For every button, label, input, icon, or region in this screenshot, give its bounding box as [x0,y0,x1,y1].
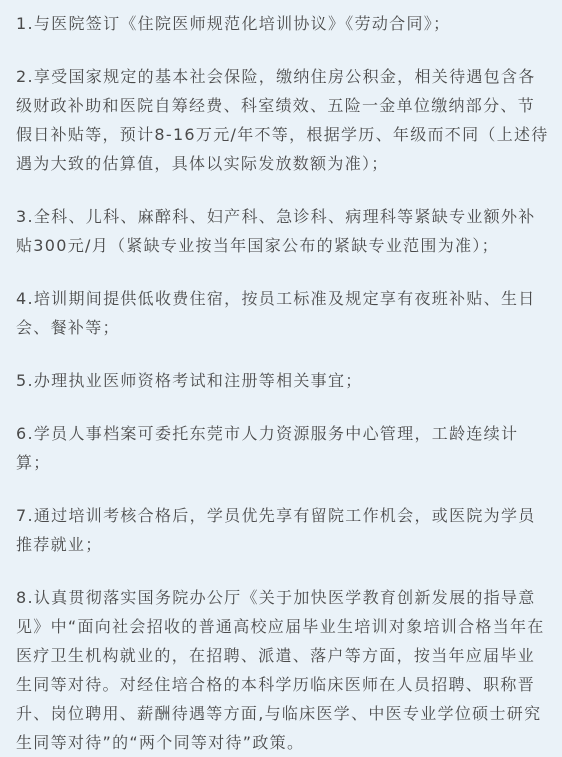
benefit-item-3: 3.全科、儿科、麻醉科、妇产科、急诊科、病理科等紧缺专业额外补贴300元/月（紧缺专业按当年国家公布的紧缺专业范围为准）； [16,207,536,255]
benefit-item-8: 8.认真贯彻落实国务院办公厅《关于加快医学教育创新发展的指导意见》中“面向社会招收的普通高校应届毕业生培训对象培训合格当年在医疗卫生机构就业的，在招聘、派遣、落户等方面，按当年应届毕业生同等对待。对经住培合格的本科学历临床医师在人员招聘、职称晋升、岗位聘用、薪酬待遇等方面,与临床医学、中医专业学位硕士研究生同等对待”的“两个同等对待”政策。 [16,588,545,752]
benefit-item-4: 4.培训期间提供低收费住宿，按员工标准及规定享有夜班补贴、生日会、餐补等； [16,289,536,337]
benefit-item-5: 5.办理执业医师资格考试和注册等相关事宜； [16,371,363,390]
benefit-item-6: 6.学员人事档案可委托东莞市人力资源服务中心管理，工龄连续计算； [16,424,519,472]
benefit-item-7: 7.通过培训考核合格后，学员优先享有留院工作机会，或医院为学员推荐就业； [16,506,536,554]
benefit-item-2: 2.享受国家规定的基本社会保险，缴纳住房公积金，相关待遇包含各级财政补助和医院自筹经费、科室绩效、五险一金单位缴纳部分、节假日补贴等，预计8-16万元/年不等，根据学历、年级而不同（上述待遇为大致的估算值，具体以实际发放数额为准）； [16,67,549,173]
benefit-item-1: 1.与医院签订《住院医师规范化培训协议》《劳动合同》； [16,14,451,33]
